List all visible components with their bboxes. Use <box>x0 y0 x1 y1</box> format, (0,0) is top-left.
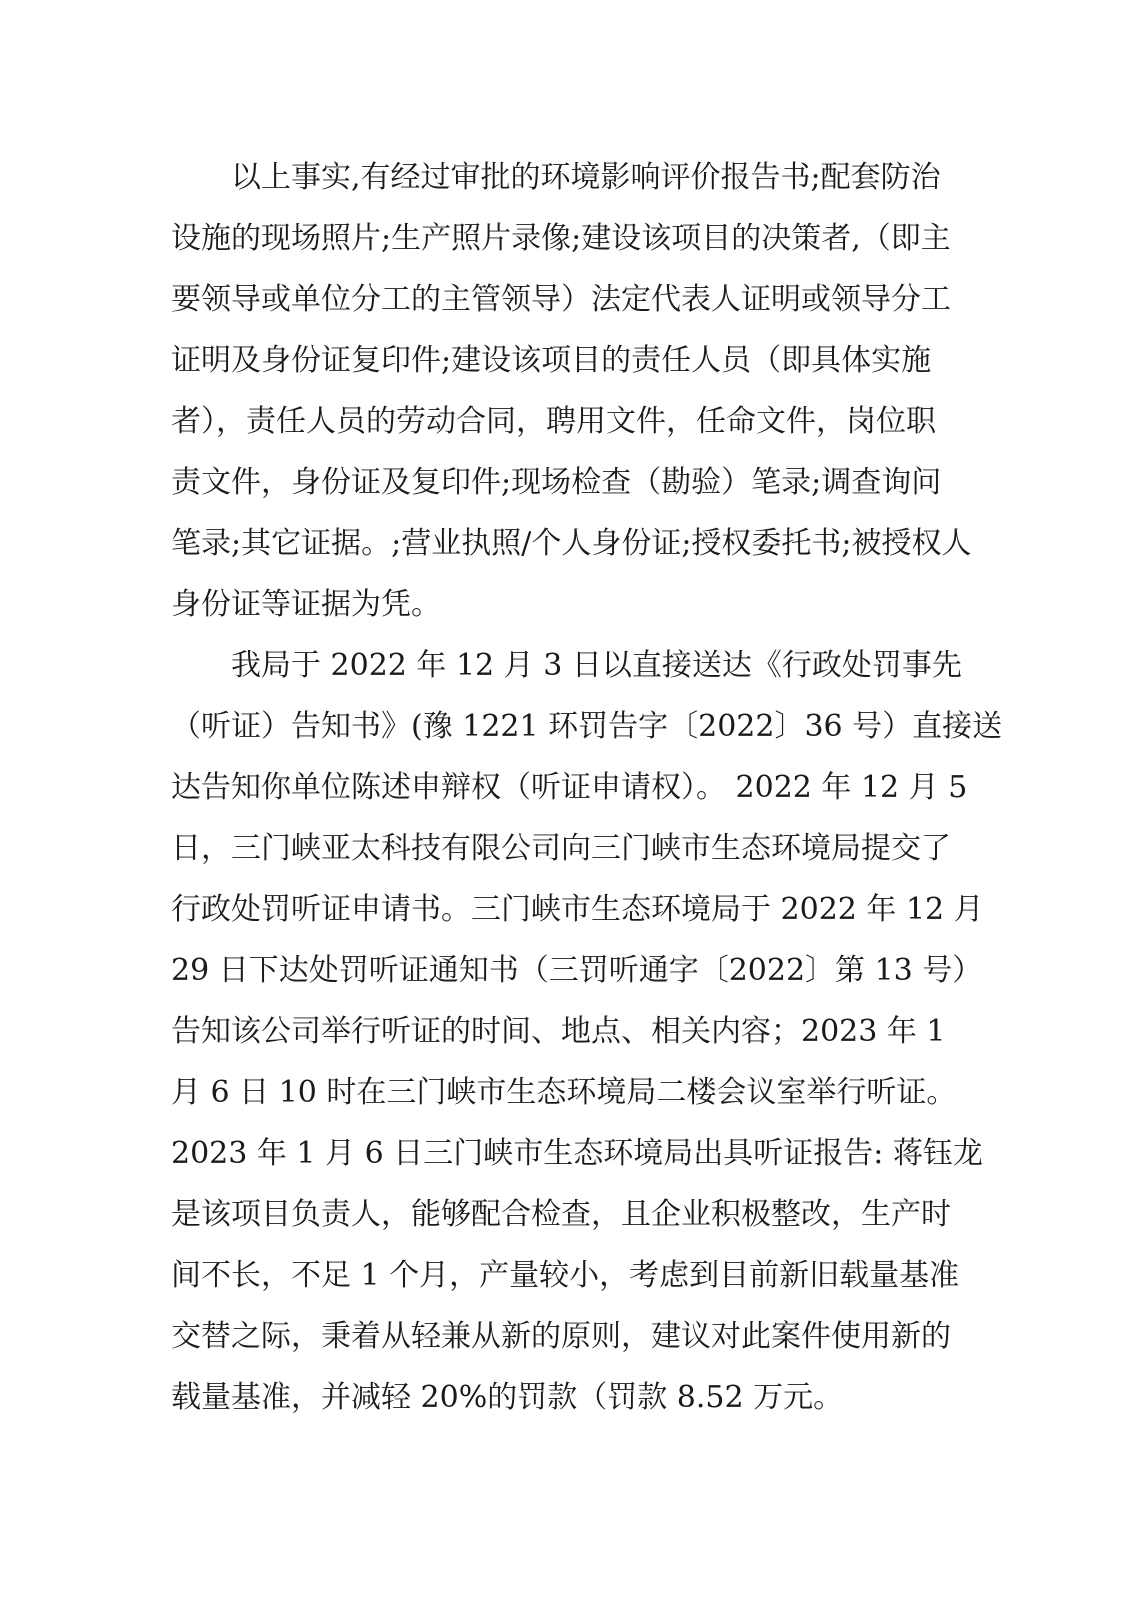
text-line: 日，三门峡亚太科技有限公司向三门峡市生态环境局提交了 <box>171 831 951 866</box>
text-line: 笔录;其它证据。;营业执照/个人身份证;授权委托书;被授权人 <box>171 526 972 561</box>
text-line: 是该项目负责人，能够配合检查，且企业积极整改，生产时 <box>171 1197 951 1232</box>
text-line: 载量基准，并减轻 20%的罚款（罚款 8.52 万元。 <box>171 1380 844 1415</box>
text-line: 身份证等证据为凭。 <box>171 587 441 622</box>
text-line: （听证）告知书》(豫 1221 环罚告字〔2022〕36 号）直接送 <box>171 709 1003 744</box>
text-line: 要领导或单位分工的主管领导）法定代表人证明或领导分工 <box>171 282 951 317</box>
text-line: 交替之际，秉着从轻兼从新的原则，建议对此案件使用新的 <box>171 1319 951 1354</box>
text-line: 月 6 日 10 时在三门峡市生态环境局二楼会议室举行听证。 <box>171 1075 957 1110</box>
text-line: 告知该公司举行听证的时间、地点、相关内容；2023 年 1 <box>171 1014 946 1049</box>
paragraph-evidence <box>171 147 972 635</box>
paragraph-hearing <box>171 635 1003 1428</box>
text-line: 责文件，身份证及复印件;现场检查（勘验）笔录;调查询问 <box>171 465 942 500</box>
text-line: 29 日下达处罚听证通知书（三罚听通字〔2022〕第 13 号） <box>171 953 983 988</box>
document-body <box>171 147 1003 1428</box>
text-line: 行政处罚听证申请书。三门峡市生态环境局于 2022 年 12 月 <box>171 892 984 927</box>
text-line: 证明及身份证复印件;建设该项目的责任人员（即具体实施 <box>171 343 932 378</box>
text-line: 设施的现场照片;生产照片录像;建设该项目的决策者,（即主 <box>171 221 951 256</box>
text-line: 我局于 2022 年 12 月 3 日以直接送达《行政处罚事先 <box>171 648 962 683</box>
text-line: 以上事实,有经过审批的环境影响评价报告书;配套防治 <box>171 160 941 195</box>
text-line: 达告知你单位陈述申辩权（听证申请权）。 2022 年 12 月 5 <box>171 770 968 805</box>
text-line: 间不长，不足 1 个月，产量较小，考虑到目前新旧载量基准 <box>171 1258 960 1293</box>
text-line: 2023 年 1 月 6 日三门峡市生态环境局出具听证报告: 蒋钰龙 <box>171 1136 983 1171</box>
text-line: 者），责任人员的劳动合同，聘用文件，任命文件，岗位职 <box>171 404 936 439</box>
